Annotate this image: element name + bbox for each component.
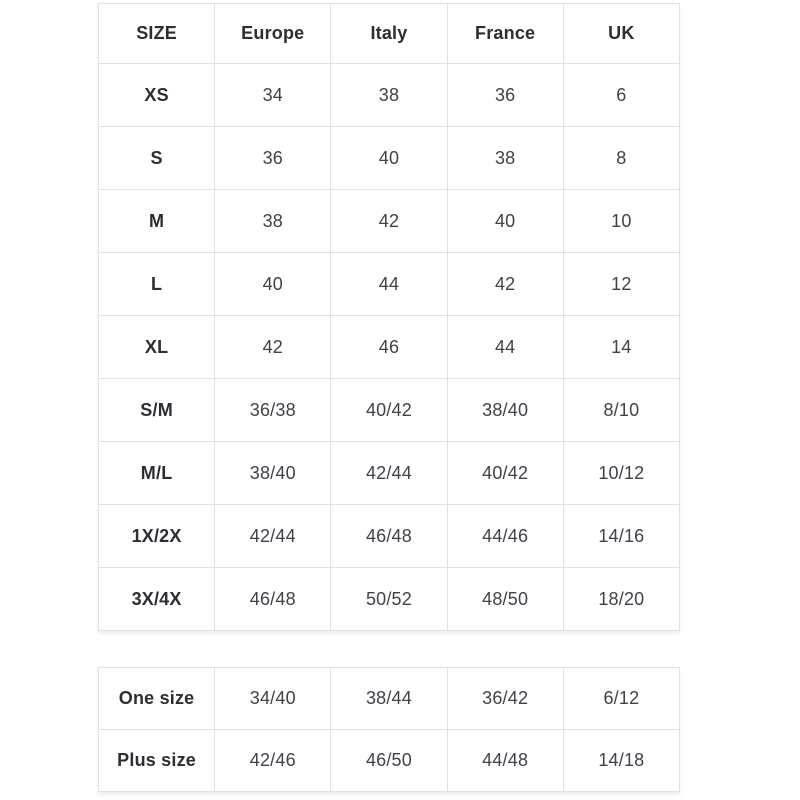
cell-uk: 14	[563, 316, 679, 379]
cell-france: 40/42	[447, 442, 563, 505]
header-row	[99, 4, 680, 64]
cell-europe: 34/40	[215, 668, 331, 730]
cell-uk: 14/18	[563, 730, 679, 792]
cell-italy: 50/52	[331, 568, 447, 631]
table-row-s	[99, 127, 680, 190]
cell-europe: 36	[215, 127, 331, 190]
table-row-sm	[99, 379, 680, 442]
cell-italy: 42/44	[331, 442, 447, 505]
cell-italy: 44	[331, 253, 447, 316]
cell-france: 38	[447, 127, 563, 190]
cell-europe: 40	[215, 253, 331, 316]
cell-uk: 6	[563, 64, 679, 127]
cell-italy: 38/44	[331, 668, 447, 730]
cell-italy: 46	[331, 316, 447, 379]
row-label: M/L	[99, 442, 215, 505]
row-label: S/M	[99, 379, 215, 442]
row-label: 3X/4X	[99, 568, 215, 631]
cell-europe: 36/38	[215, 379, 331, 442]
table-row-m	[99, 190, 680, 253]
cell-europe: 42/46	[215, 730, 331, 792]
cell-france: 48/50	[447, 568, 563, 631]
table-row-xs	[99, 64, 680, 127]
row-label: 1X/2X	[99, 505, 215, 568]
cell-uk: 18/20	[563, 568, 679, 631]
col-header-europe: Europe	[215, 4, 331, 64]
cell-europe: 38/40	[215, 442, 331, 505]
row-label: S	[99, 127, 215, 190]
cell-italy: 40/42	[331, 379, 447, 442]
cell-europe: 34	[215, 64, 331, 127]
cell-france: 40	[447, 190, 563, 253]
table-row-plus-size	[99, 730, 680, 792]
size-conversion-table	[98, 3, 680, 631]
cell-europe: 46/48	[215, 568, 331, 631]
col-header-size: SIZE	[99, 4, 215, 64]
table-row-3x4x	[99, 568, 680, 631]
cell-france: 36/42	[447, 668, 563, 730]
table-row-l	[99, 253, 680, 316]
cell-france: 44/48	[447, 730, 563, 792]
row-label: M	[99, 190, 215, 253]
cell-italy: 38	[331, 64, 447, 127]
cell-uk: 12	[563, 253, 679, 316]
table-row-ml	[99, 442, 680, 505]
cell-italy: 40	[331, 127, 447, 190]
col-header-uk: UK	[563, 4, 679, 64]
table-row-xl	[99, 316, 680, 379]
cell-uk: 10	[563, 190, 679, 253]
col-header-italy: Italy	[331, 4, 447, 64]
cell-uk: 10/12	[563, 442, 679, 505]
cell-france: 38/40	[447, 379, 563, 442]
row-label: XL	[99, 316, 215, 379]
table-row-1x2x	[99, 505, 680, 568]
row-label: One size	[99, 668, 215, 730]
cell-europe: 42	[215, 316, 331, 379]
cell-france: 44/46	[447, 505, 563, 568]
cell-italy: 46/48	[331, 505, 447, 568]
cell-france: 36	[447, 64, 563, 127]
cell-europe: 42/44	[215, 505, 331, 568]
cell-france: 42	[447, 253, 563, 316]
cell-uk: 8/10	[563, 379, 679, 442]
cell-italy: 46/50	[331, 730, 447, 792]
row-label: L	[99, 253, 215, 316]
cell-italy: 42	[331, 190, 447, 253]
cell-france: 44	[447, 316, 563, 379]
table-row-one-size	[99, 668, 680, 730]
special-sizes-table	[98, 667, 680, 792]
cell-uk: 6/12	[563, 668, 679, 730]
cell-uk: 14/16	[563, 505, 679, 568]
col-header-france: France	[447, 4, 563, 64]
cell-uk: 8	[563, 127, 679, 190]
cell-europe: 38	[215, 190, 331, 253]
row-label: XS	[99, 64, 215, 127]
row-label: Plus size	[99, 730, 215, 792]
